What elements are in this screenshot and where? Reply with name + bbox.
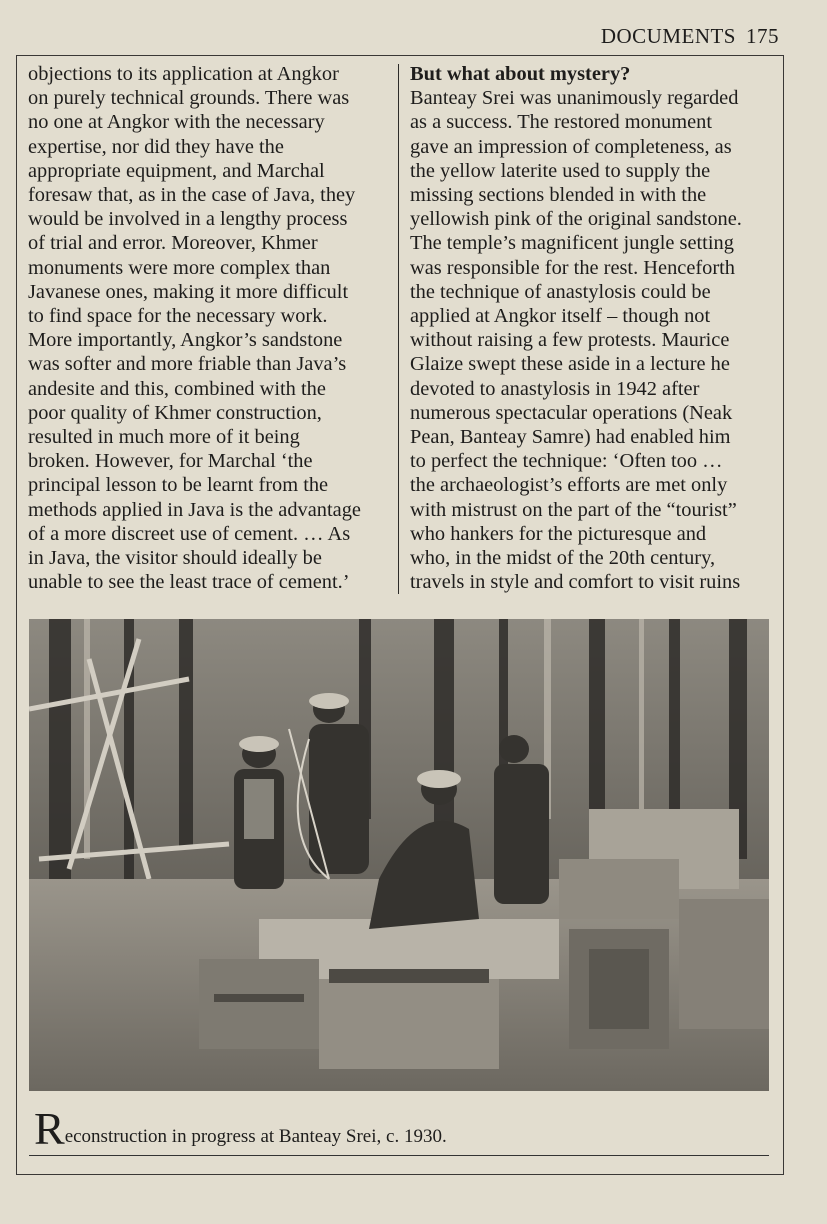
text-line: yellowish pink of the original sandstone. bbox=[410, 208, 742, 231]
caption-initial: R bbox=[34, 1103, 65, 1154]
text-line: resulted in much more of it being bbox=[28, 426, 300, 449]
text-line: applied at Angkor itself – though not bbox=[410, 305, 711, 328]
left-paragraph bbox=[28, 62, 393, 594]
text-line: the archaeologist’s efforts are met only bbox=[410, 474, 728, 497]
text-line: of a more discreet use of cement. … As bbox=[28, 522, 351, 545]
text-line: to perfect the technique: ‘Often too … bbox=[410, 450, 723, 473]
historical-photograph bbox=[29, 619, 769, 1091]
text-line: missing sections blended in with the bbox=[410, 184, 707, 207]
text-line: who, in the midst of the 20th century, bbox=[410, 547, 716, 570]
text-line: More importantly, Angkor’s sandstone bbox=[28, 329, 343, 352]
photo-illustration bbox=[29, 619, 769, 1091]
text-line: Pean, Banteay Samre) had enabled him bbox=[410, 426, 731, 449]
text-line: Banteay Srei was unanimously regarded bbox=[410, 87, 739, 110]
text-line: monuments were more complex than bbox=[28, 256, 331, 279]
text-line: travels in style and comfort to visit ruins bbox=[410, 571, 741, 594]
caption-rule bbox=[29, 1155, 769, 1156]
text-line: foresaw that, as in the case of Java, they bbox=[28, 184, 356, 207]
photo-caption bbox=[34, 1103, 769, 1157]
text-line: broken. However, for Marchal ‘the bbox=[28, 450, 313, 473]
text-line: numerous spectacular operations (Neak bbox=[410, 401, 733, 424]
page-number: 175 bbox=[746, 24, 779, 48]
text-line: on purely technical grounds. There was bbox=[28, 87, 350, 110]
text-line: the technique of anastylosis could be bbox=[410, 280, 711, 303]
text-line: to find space for the necessary work. bbox=[28, 305, 328, 328]
text-line: expertise, nor did they have the bbox=[28, 135, 284, 158]
section-heading: But what about mystery? bbox=[410, 63, 631, 85]
caption-text: econstruction in progress at Banteay Srei, c. 1930. bbox=[64, 1126, 447, 1147]
text-line: principal lesson to be learnt from the bbox=[28, 474, 329, 497]
text-line: devoted to anastylosis in 1942 after bbox=[410, 377, 700, 400]
text-line: of trial and error. Moreover, Khmer bbox=[28, 232, 318, 255]
text-line: was softer and more friable than Java’s bbox=[28, 353, 347, 376]
text-line: unable to see the least trace of cement.’ bbox=[28, 571, 350, 594]
text-line: as a success. The restored monument bbox=[410, 111, 712, 134]
section-title: DOCUMENTS bbox=[600, 24, 736, 48]
text-line: gave an impression of completeness, as bbox=[410, 135, 732, 158]
text-line: the yellow laterite used to supply the bbox=[410, 159, 711, 182]
text-line: who hankers for the picturesque and bbox=[410, 522, 707, 545]
running-header bbox=[601, 24, 779, 49]
text-line: without raising a few protests. Maurice bbox=[410, 329, 730, 352]
text-line: in Java, the visitor should ideally be bbox=[28, 547, 322, 570]
text-line: methods applied in Java is the advantage bbox=[28, 498, 361, 521]
text-line: Glaize swept these aside in a lecture he bbox=[410, 353, 730, 376]
text-line: poor quality of Khmer construction, bbox=[28, 401, 322, 424]
text-line: no one at Angkor with the necessary bbox=[28, 111, 325, 134]
text-line: objections to its application at Angkor bbox=[28, 63, 339, 85]
text-line: would be involved in a lengthy process bbox=[28, 208, 348, 231]
right-text-column bbox=[410, 62, 780, 594]
text-line: The temple’s magnificent jungle setting bbox=[410, 232, 734, 255]
text-line: with mistrust on the part of the “tourist” bbox=[410, 498, 737, 521]
text-line: was responsible for the rest. Henceforth bbox=[410, 256, 736, 279]
text-line: appropriate equipment, and Marchal bbox=[28, 159, 325, 182]
right-paragraph bbox=[410, 86, 780, 594]
column-divider bbox=[398, 64, 399, 594]
text-line: Javanese ones, making it more difficult bbox=[28, 280, 349, 303]
left-text-column bbox=[28, 62, 393, 594]
text-line: andesite and this, combined with the bbox=[28, 377, 326, 400]
